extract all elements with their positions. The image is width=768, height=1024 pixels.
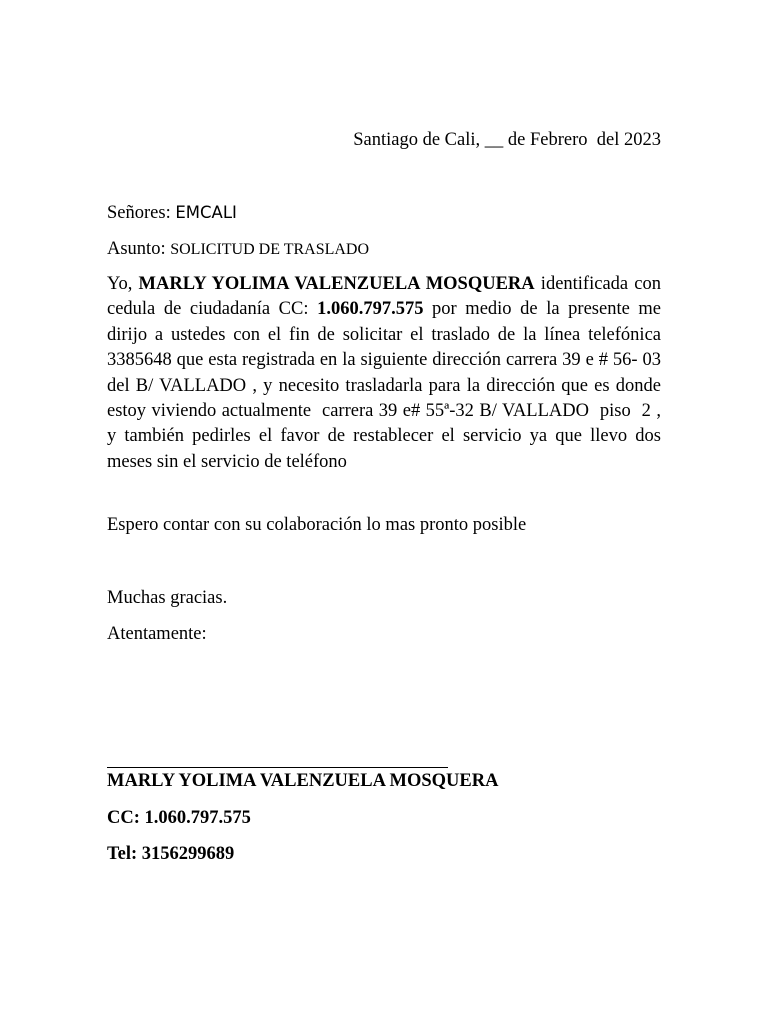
recipient-name: EMCALI bbox=[175, 203, 237, 222]
body-id-number: 1.060.797.575 bbox=[317, 299, 424, 320]
subject-label: Asunto: bbox=[107, 239, 171, 259]
signature-cc: CC: 1.060.797.575 bbox=[107, 808, 251, 828]
date-line: Santiago de Cali, __ de Febrero del 2023 bbox=[353, 130, 661, 150]
signature-tel: Tel: 3156299689 bbox=[107, 844, 235, 864]
signature-name: MARLY YOLIMA VALENZUELA MOSQUERA bbox=[107, 771, 499, 791]
closing-signoff: Atentamente: bbox=[107, 624, 207, 644]
signature-line bbox=[107, 767, 448, 768]
letter-page bbox=[107, 0, 671, 1024]
recipient-line bbox=[107, 201, 237, 225]
body-rest: por medio de la presente me dirijo a ustedes con el fin de solicitar el traslado de la línea telefónica 3385648 que esta registrada en la siguiente dirección carrera 39 e # 56- 03 del B/ VALLADO , y necesito trasladarla para la dirección que es donde estoy viviendo actualmente carrera 39 e# 55ª-32 B/ VALLADO piso 2 , y también pedirles el favor de restablecer el servicio ya que llevo dos meses sin el servicio de teléfono bbox=[107, 299, 671, 472]
body-id-text: identificada con cedula de ciudadanía CC: bbox=[107, 274, 666, 320]
body-intro: Yo, bbox=[107, 274, 139, 294]
body-paragraph bbox=[107, 272, 671, 475]
salutation-label: Señores: bbox=[107, 203, 176, 223]
closing-thanks: Muchas gracias. bbox=[107, 588, 228, 608]
subject-line bbox=[107, 237, 369, 262]
subject-text: SOLICITUD DE TRASLADO bbox=[170, 241, 370, 258]
closing-hope: Espero contar con su colaboración lo mas pronto posible bbox=[107, 515, 527, 535]
body-full-name: MARLY YOLIMA VALENZUELA MOSQUERA bbox=[138, 274, 535, 294]
